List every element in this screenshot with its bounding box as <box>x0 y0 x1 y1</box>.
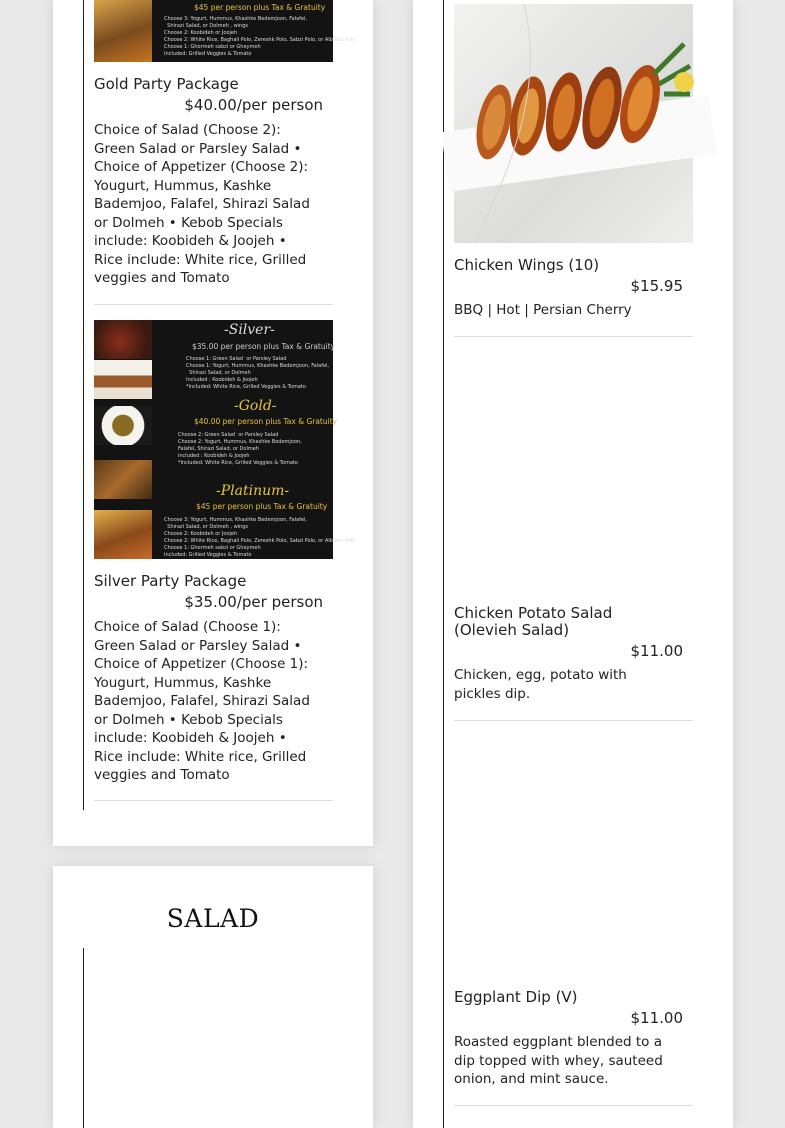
category-divider-line <box>83 0 84 810</box>
item-title[interactable]: Chicken Potato Salad (Olevieh Salad) <box>454 604 613 639</box>
flyer-gold-title: -Gold- <box>234 398 277 414</box>
item-separator <box>94 800 333 801</box>
flyer-gold-price: $40.00 per person plus Tax & Gratuity <box>194 417 338 426</box>
flyer-platinum-price: $45 per person plus Tax & Gratuity <box>196 502 328 511</box>
flyer-gold-lines: Choose 2: Green Salad or Parsley Salad Choose 2: Yogurt, Hummus, Khashke Bedemjoon, Falafel, Shirazi Salad, or Dolmeh included : Koobideh & Joojeh *Included: White Rice, Grilled Veggies & Tomato <box>178 432 302 466</box>
item-price: $40.00/per person <box>184 96 323 114</box>
item-separator <box>454 336 693 337</box>
party-packages-flyer <box>94 0 356 62</box>
item-title[interactable]: Gold Party Package <box>94 75 239 93</box>
item-description: Choice of Salad (Choose 2): Green Salad or Parsley Salad • Choice of Appetizer (Choose 2): Yougurt, Hummus, Kashke Bademjoo, Falafel, Shirazi Salad or Dolmeh • Kebob Specials include: Koobideh & Joojeh • Rice include: White rice, Grilled veggies and Tomato <box>94 122 310 286</box>
item-title[interactable]: Eggplant Dip (V) <box>454 988 578 1006</box>
flyer-platinum-price: $45 per person plus Tax & Gratuity <box>194 3 326 12</box>
item-price: $15.95 <box>630 277 683 295</box>
item-title[interactable]: Silver Party Package <box>94 572 247 590</box>
item-price: $11.00 <box>630 642 683 660</box>
food-photo-kebab <box>94 360 152 399</box>
item-separator <box>94 304 333 305</box>
flyer-platinum-title: -Platinum- <box>216 483 290 499</box>
chicken-wings-image[interactable] <box>454 4 693 243</box>
flyer-silver-lines: Choose 1: Green Salad or Parsley Salad Choose 1: Yogurt, Hummus, Khashke Bedemjoon, Falafel, Shirazi Salad, or Dolmeh Included : Koobideh & Joojeh *Included: White Rice, Grilled Veggies & Tomato <box>186 356 330 390</box>
item-description: Choice of Salad (Choose 1): Green Salad or Parsley Salad • Choice of Appetizer (Choose 1): Yougurt, Hummus, Kashke Bademjoo, Falafel, Shirazi Salad or Dolmeh • Kebob Specials include: Koobideh & Joojeh • Rice include: White rice, Grilled veggies and Tomato <box>94 619 310 783</box>
chicken-wings-photo <box>454 4 693 243</box>
flyer-platinum-lines: Choose 3: Yogurt, Hummus, Khashke Bedemjoon, Falafel, Shirazi Salad, or Dolmeh , wings Choose 2: Koobideh or Joojeh Choose 2: White Rice, Baghali Polo, Zereshk Polo, Sabzi Polo, or Albaloo Polo Choose 1: Ghormeh sabzi or Gheymeh Included: Grilled Veggies & Tomato <box>164 16 356 57</box>
left-menu-card <box>53 0 373 846</box>
flyer-silver-price: $35.00 per person plus Tax & Gratuity <box>192 342 336 351</box>
menu-item-chicken-potato-salad[interactable] <box>454 604 693 702</box>
food-photo-soup <box>94 406 152 445</box>
item-description: Roasted eggplant blended to a dip topped with whey, sauteed onion, and mint sauce. <box>454 1034 663 1087</box>
menu-item-chicken-wings[interactable] <box>454 256 693 318</box>
category-divider-line <box>443 0 444 1128</box>
item-description: Chicken, egg, potato with pickles dip. <box>454 667 627 702</box>
gold-package-image[interactable] <box>94 0 356 62</box>
silver-package-image[interactable] <box>94 320 356 559</box>
flyer-silver-title: -Silver- <box>224 322 275 338</box>
item-title[interactable]: Chicken Wings (10) <box>454 256 600 274</box>
section-title-salad: SALAD <box>166 904 260 933</box>
food-photo-rice <box>94 510 152 559</box>
item-price: $11.00 <box>630 1009 683 1027</box>
flyer-platinum-lines: Choose 3: Yogurt, Hummus, Khashke Bedemjoon, Falafel, Shirazi Salad, or Dolmeh , wings Choose 2: Koobideh or Joojeh Choose 2: White Rice, Baghali Polo, Zereshk Polo, Sabzi Polo, or Albaloo Polo Choose 1: Ghormeh sabzi or Gheymeh Included: Grilled Veggies & Tomato <box>164 517 356 558</box>
right-menu-card <box>413 0 733 1128</box>
item-price: $35.00/per person <box>184 593 323 611</box>
category-divider-line <box>83 948 84 1128</box>
menu-item-silver-party-package[interactable] <box>94 572 333 783</box>
food-photo-grill <box>94 460 152 499</box>
party-packages-flyer <box>94 320 356 559</box>
item-separator <box>454 720 693 721</box>
menu-item-gold-party-package[interactable] <box>94 75 333 286</box>
item-separator <box>454 1105 693 1106</box>
menu-item-eggplant-dip[interactable] <box>454 988 693 1087</box>
item-description: BBQ | Hot | Persian Cherry <box>454 302 632 318</box>
salad-section-card <box>53 866 373 1128</box>
food-photo <box>94 0 152 62</box>
food-photo-steak <box>94 320 152 359</box>
